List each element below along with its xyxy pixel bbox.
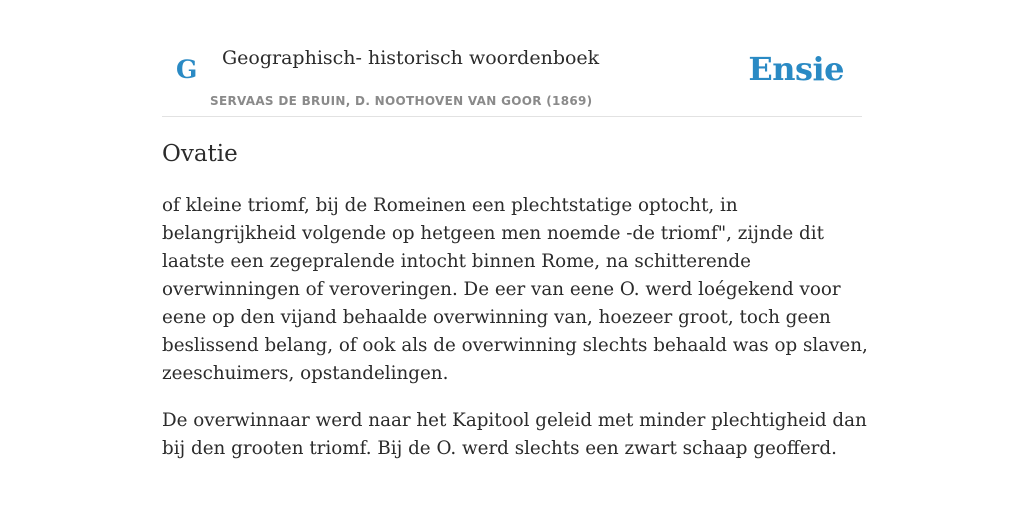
- entry-body: [162, 192, 868, 482]
- book-title[interactable]: Geographisch- historisch woordenboek: [222, 47, 600, 69]
- entry-paragraph-1: of kleine triomf, bij de Romeinen een plechtstatige optocht, in belangrijkheid volgende op hetgeen men noemde -de triomf", zijnde dit laatste een zegepralende intocht binnen Rome, na schitterende overwinningen of veroveringen. De eer van eene O. werd loégekend voor eene op den vijand behaalde overwinning van, hoezeer groot, toch geen beslissend belang, of ook als de overwinning slechts behaald was op slaven, zeeschuimers, opstandelingen.: [162, 195, 868, 384]
- book-author-line: SERVAAS DE BRUIN, D. NOOTHOVEN VAN GOOR (1869): [210, 94, 593, 108]
- ensie-logo[interactable]: Ensie: [748, 50, 844, 88]
- book-header: [162, 0, 862, 117]
- page-container: [162, 0, 868, 459]
- entry-paragraph-2: De overwinnaar werd naar het Kapitool geleid met minder plechtigheid dan bij den grooten triomf. Bij de O. werd slechts een zwart schaap geofferd.: [162, 410, 867, 459]
- entry-title: Ovatie: [162, 141, 238, 167]
- book-letter-logo[interactable]: G: [176, 55, 198, 84]
